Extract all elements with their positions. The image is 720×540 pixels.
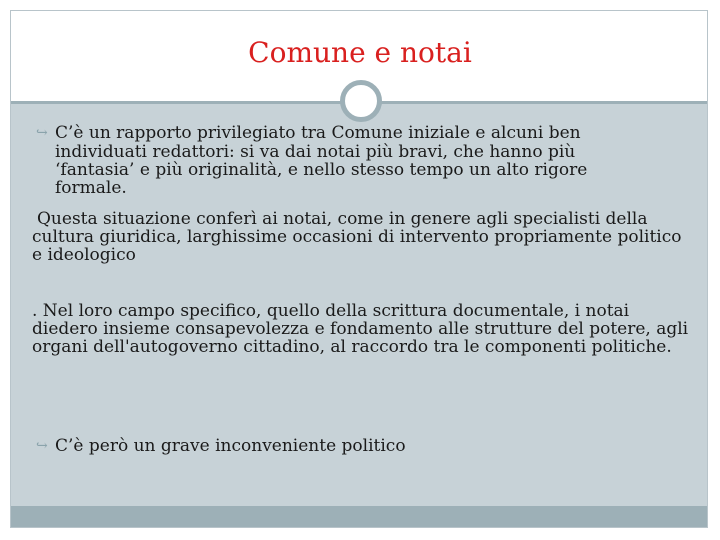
curved-arrow-bullet-icon: ↪ [36, 125, 48, 141]
footer-band [11, 506, 707, 527]
paragraph-2: Questa situazione conferì ai notai, come in genere agli specialisti della cultura giuridica, larghissime occasioni di intervento propriamente politico e ideologico [32, 209, 682, 265]
slide-title: Comune e notai [248, 36, 472, 69]
paragraph-4: C’è però un grave inconveniente politico [55, 436, 406, 456]
circle-ornament-icon [340, 80, 382, 122]
paragraph-1-rest: individuati redattori: si va dai notai più bravi, che hanno più ‘fantasia’ e più originalità, e nello stesso tempo un alto rigore formale. [55, 142, 588, 198]
paragraph-1-line-1: C’è un rapporto privilegiato tra Comune iniziale e alcuni ben [55, 123, 581, 143]
curved-arrow-bullet-icon: ↪ [36, 438, 48, 454]
paragraph-3: . Nel loro campo specifico, quello della scrittura documentale, i notai diedero insieme consapevolezza e fondamento alle strutture del potere, agli organi dell'autogoverno cittadino, al raccordo tra le componenti politiche. [32, 301, 689, 357]
